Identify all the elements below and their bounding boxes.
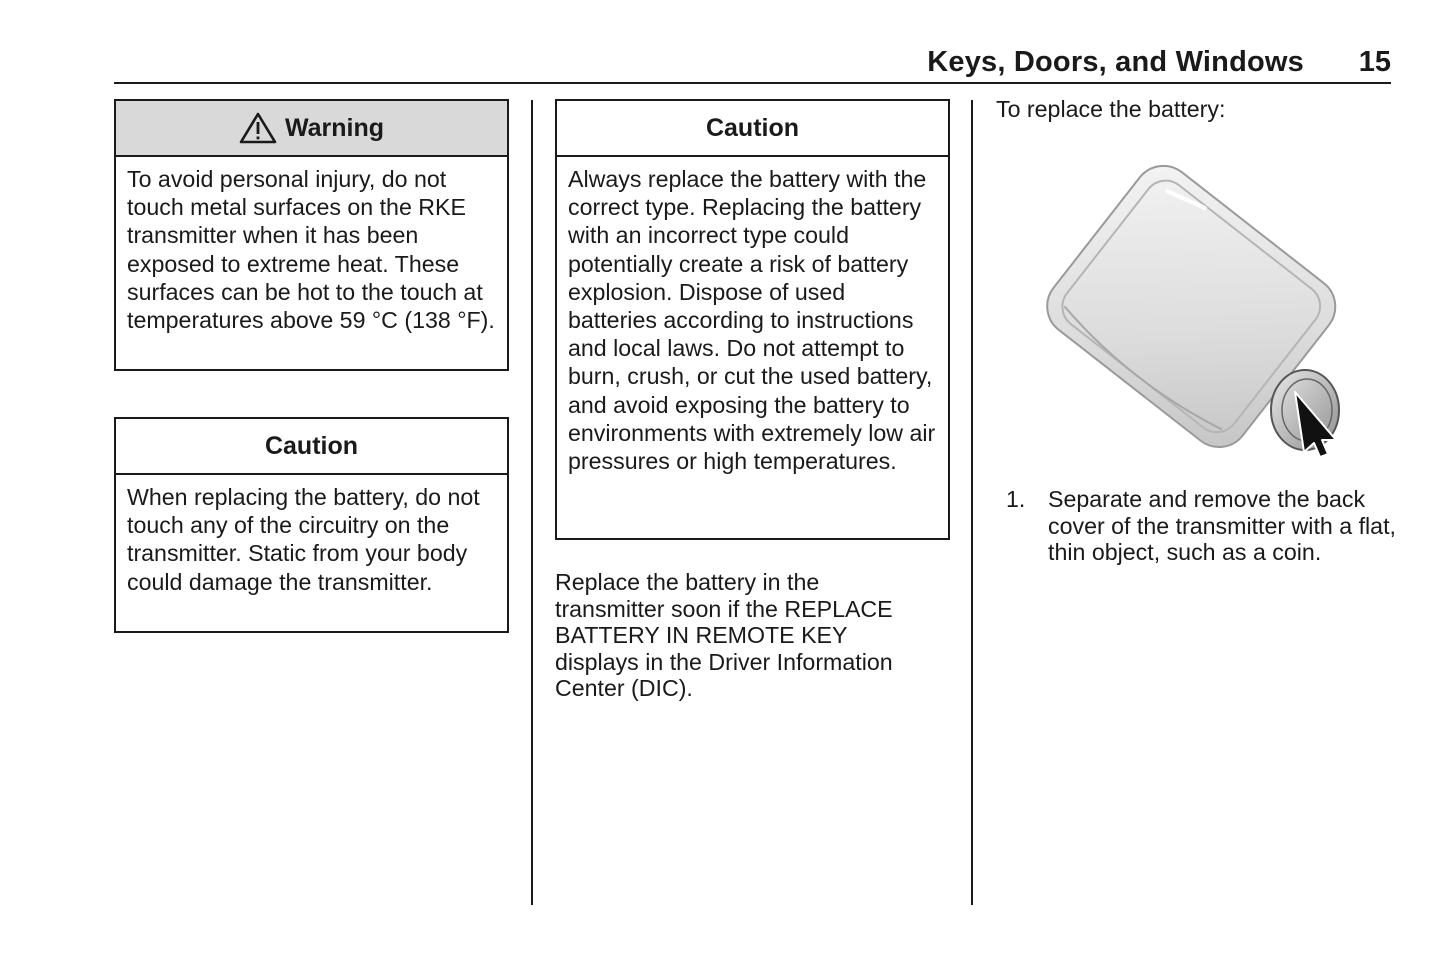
caution-title: Caution xyxy=(705,113,800,142)
section-title: Keys, Doors, and Windows xyxy=(927,46,1304,78)
procedure-intro: To replace the battery: xyxy=(996,96,1226,122)
caution-text: When replacing the battery, do not touch any of the circuitry on the transmitter. Static from your body could damage the transmitter. xyxy=(127,484,480,595)
warning-title: Warning xyxy=(284,113,385,142)
warning-text: To avoid personal injury, do not touch metal surfaces on the RKE transmitter when it has been exposed to extreme heat. These surfaces can be hot to the touch at temperatures above 59 °C (138 °F). xyxy=(127,166,495,334)
step-number: 1. xyxy=(1006,486,1026,512)
key-fob-coin-illustration xyxy=(1020,148,1360,473)
step-text: Separate and remove the back cover of the transmitter with a flat, thin object, such as a coin. xyxy=(1048,486,1396,565)
caution-box-circuitry xyxy=(114,417,509,633)
column-divider-left xyxy=(531,100,533,905)
warning-triangle-icon xyxy=(239,112,277,144)
caution-header xyxy=(116,419,507,475)
caution-box-battery-type xyxy=(555,99,950,540)
warning-header xyxy=(116,101,507,157)
column-divider-right xyxy=(971,100,973,905)
warning-box xyxy=(114,99,509,371)
page-number: 15 xyxy=(1358,46,1391,78)
replace-battery-note: Replace the battery in the transmitter soon if the REPLACE BATTERY IN REMOTE KEY displays in the Driver Information Center (DIC). xyxy=(555,569,893,701)
caution-header xyxy=(557,101,948,157)
caution-text: Always replace the battery with the correct type. Replacing the battery with an incorrect type could potentially create a risk of battery explosion. Dispose of used batteries according to instructions and local laws. Do not attempt to burn, crush, or cut the used battery, and avoid exposing the battery to environments with extremely low air pressures or high temperatures. xyxy=(568,166,936,475)
caution-title: Caution xyxy=(264,431,359,460)
header-rule xyxy=(114,82,1391,84)
